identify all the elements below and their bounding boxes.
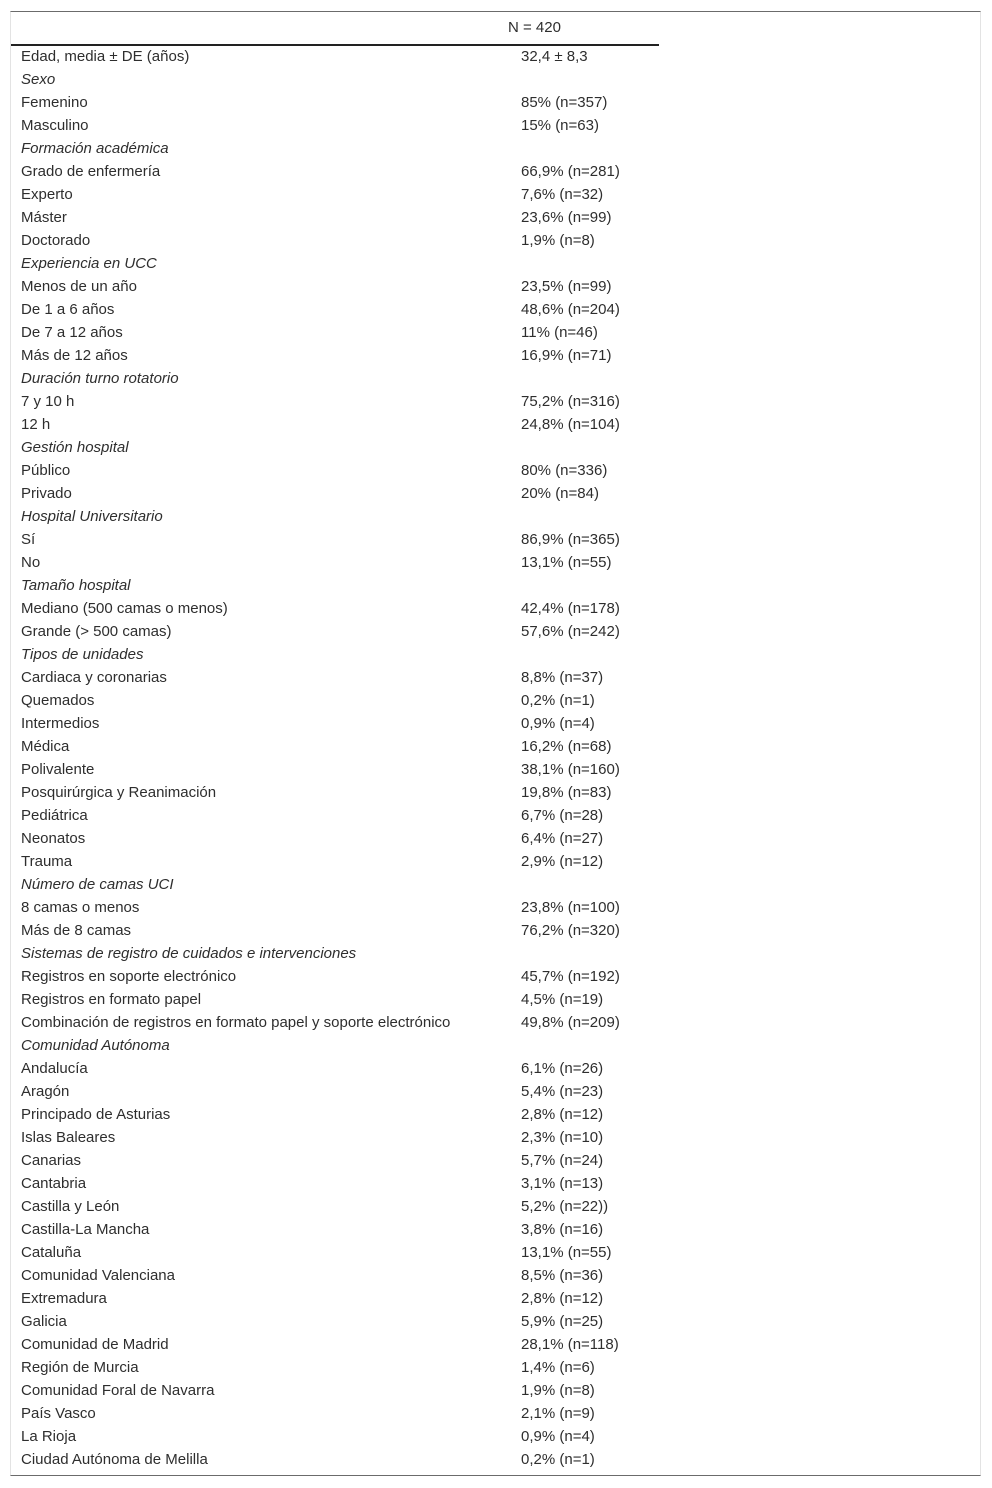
table-row — [11, 1241, 982, 1264]
table-row — [11, 1218, 982, 1241]
row-label: Edad, media ± DE (años) — [21, 48, 190, 65]
row-label: Andalucía — [21, 1060, 88, 1077]
row-value: 2,9% (n=12) — [521, 853, 604, 870]
row-value: 13,1% (n=55) — [521, 1244, 612, 1261]
table-row — [11, 735, 982, 758]
row-label: Región de Murcia — [21, 1359, 139, 1376]
row-label: País Vasco — [21, 1405, 96, 1422]
row-value: 5,9% (n=25) — [521, 1313, 604, 1330]
section-label: Sexo — [21, 71, 56, 88]
data-table — [10, 11, 981, 1476]
table-row — [11, 183, 982, 206]
row-value: 8,5% (n=36) — [521, 1267, 604, 1284]
row-value: 0,2% (n=1) — [521, 1451, 595, 1468]
row-value: 6,7% (n=28) — [521, 807, 604, 824]
row-label: Doctorado — [21, 232, 91, 249]
table-row — [11, 1057, 982, 1080]
section-header-row — [11, 252, 982, 275]
table-row — [11, 551, 982, 574]
row-label: Castilla y León — [21, 1198, 120, 1215]
row-value: 75,2% (n=316) — [521, 393, 620, 410]
row-value: 0,2% (n=1) — [521, 692, 595, 709]
row-label: Combinación de registros en formato papel y soporte electrónico — [21, 1014, 451, 1031]
row-value: 16,2% (n=68) — [521, 738, 612, 755]
row-label: Grado de enfermería — [21, 163, 161, 180]
table-row — [11, 1080, 982, 1103]
row-value: 32,4 ± 8,3 — [521, 48, 588, 65]
row-label: Quemados — [21, 692, 95, 709]
section-header-row — [11, 68, 982, 91]
row-label: Comunidad Foral de Navarra — [21, 1382, 215, 1399]
row-label: Masculino — [21, 117, 89, 134]
row-label: Cardiaca y coronarias — [21, 669, 167, 686]
row-value: 5,7% (n=24) — [521, 1152, 604, 1169]
row-label: Intermedios — [21, 715, 100, 732]
row-value: 0,9% (n=4) — [521, 1428, 595, 1445]
table-row — [11, 1195, 982, 1218]
row-value: 23,8% (n=100) — [521, 899, 620, 916]
table-row — [11, 160, 982, 183]
row-value: 42,4% (n=178) — [521, 600, 620, 617]
row-value: 57,6% (n=242) — [521, 623, 620, 640]
table-header — [11, 12, 659, 46]
table-row — [11, 597, 982, 620]
row-value: 0,9% (n=4) — [521, 715, 595, 732]
table-row — [11, 1149, 982, 1172]
table-row — [11, 666, 982, 689]
table-row — [11, 1264, 982, 1287]
row-value: 76,2% (n=320) — [521, 922, 620, 939]
table-row — [11, 896, 982, 919]
row-label: Femenino — [21, 94, 88, 111]
row-label: Público — [21, 462, 71, 479]
row-label: Grande (> 500 camas) — [21, 623, 172, 640]
row-value: 66,9% (n=281) — [521, 163, 620, 180]
section-label: Sistemas de registro de cuidados e intervenciones — [21, 945, 357, 962]
table-row — [11, 275, 982, 298]
row-label: Menos de un año — [21, 278, 137, 295]
row-label: 8 camas o menos — [21, 899, 140, 916]
row-label: Galicia — [21, 1313, 67, 1330]
row-value: 3,8% (n=16) — [521, 1221, 604, 1238]
section-header-row — [11, 505, 982, 528]
row-label: Cantabria — [21, 1175, 87, 1192]
row-value: 49,8% (n=209) — [521, 1014, 620, 1031]
row-value: 5,4% (n=23) — [521, 1083, 604, 1100]
row-label: Pediátrica — [21, 807, 88, 824]
table-row — [11, 1356, 982, 1379]
table-row — [11, 689, 982, 712]
row-value: 48,6% (n=204) — [521, 301, 620, 318]
row-value: 86,9% (n=365) — [521, 531, 620, 548]
table-row — [11, 229, 982, 252]
row-label: Castilla-La Mancha — [21, 1221, 150, 1238]
table-row — [11, 1287, 982, 1310]
table-row — [11, 758, 982, 781]
row-value: 8,8% (n=37) — [521, 669, 604, 686]
row-value: 38,1% (n=160) — [521, 761, 620, 778]
row-value: 2,8% (n=12) — [521, 1106, 604, 1123]
section-label: Experiencia en UCC — [21, 255, 157, 272]
row-label: La Rioja — [21, 1428, 77, 1445]
table-row — [11, 459, 982, 482]
row-label: Canarias — [21, 1152, 82, 1169]
row-label: Registros en soporte electrónico — [21, 968, 237, 985]
row-label: Más de 12 años — [21, 347, 128, 364]
row-label: Trauma — [21, 853, 73, 870]
section-header-row — [11, 367, 982, 390]
row-label: Mediano (500 camas o menos) — [21, 600, 228, 617]
section-header-row — [11, 574, 982, 597]
row-label: Islas Baleares — [21, 1129, 116, 1146]
table-row — [11, 1011, 982, 1034]
row-label: Ciudad Autónoma de Melilla — [21, 1451, 208, 1468]
row-label: De 1 a 6 años — [21, 301, 115, 318]
row-value: 23,6% (n=99) — [521, 209, 612, 226]
row-label: Comunidad de Madrid — [21, 1336, 169, 1353]
row-label: Privado — [21, 485, 72, 502]
row-label: Médica — [21, 738, 70, 755]
row-value: 20% (n=84) — [521, 485, 599, 502]
table-row — [11, 712, 982, 735]
row-value: 2,8% (n=12) — [521, 1290, 604, 1307]
row-value: 23,5% (n=99) — [521, 278, 612, 295]
table-row — [11, 390, 982, 413]
table-row — [11, 298, 982, 321]
row-value: 19,8% (n=83) — [521, 784, 612, 801]
row-label: Principado de Asturias — [21, 1106, 171, 1123]
row-value: 1,4% (n=6) — [521, 1359, 595, 1376]
row-value: 11% (n=46) — [521, 324, 598, 341]
row-value: 2,1% (n=9) — [521, 1405, 595, 1422]
table-row — [11, 528, 982, 551]
row-value: 5,2% (n=22)) — [521, 1198, 609, 1215]
row-label: Cataluña — [21, 1244, 82, 1261]
table-row — [11, 1379, 982, 1402]
section-header-row — [11, 942, 982, 965]
table-row — [11, 988, 982, 1011]
row-label: No — [21, 554, 41, 571]
row-value: 16,9% (n=71) — [521, 347, 612, 364]
row-label: De 7 a 12 años — [21, 324, 123, 341]
row-label: Posquirúrgica y Reanimación — [21, 784, 217, 801]
table-row — [11, 413, 982, 436]
row-label: Extremadura — [21, 1290, 107, 1307]
row-value: 1,9% (n=8) — [521, 232, 595, 249]
section-label: Duración turno rotatorio — [21, 370, 179, 387]
section-header-row — [11, 436, 982, 459]
table-row — [11, 1425, 982, 1448]
table-row — [11, 344, 982, 367]
table-row — [11, 45, 982, 68]
row-value: 13,1% (n=55) — [521, 554, 612, 571]
row-value: 85% (n=357) — [521, 94, 608, 111]
table-row — [11, 321, 982, 344]
row-value: 15% (n=63) — [521, 117, 599, 134]
section-label: Hospital Universitario — [21, 508, 163, 525]
row-label: Máster — [21, 209, 67, 226]
row-label: Experto — [21, 186, 73, 203]
row-value: 6,4% (n=27) — [521, 830, 604, 847]
section-header-row — [11, 873, 982, 896]
table-row — [11, 206, 982, 229]
row-value: 3,1% (n=13) — [521, 1175, 604, 1192]
row-value: 28,1% (n=118) — [521, 1336, 619, 1353]
row-label: Polivalente — [21, 761, 95, 778]
row-label: Más de 8 camas — [21, 922, 132, 939]
section-label: Gestión hospital — [21, 439, 129, 456]
section-label: Formación académica — [21, 140, 169, 157]
row-label: Neonatos — [21, 830, 86, 847]
table-row — [11, 781, 982, 804]
table-row — [11, 850, 982, 873]
column-header-n: N = 420 — [508, 19, 561, 36]
table-row — [11, 114, 982, 137]
table-row — [11, 1310, 982, 1333]
table-row — [11, 1103, 982, 1126]
table-row — [11, 1172, 982, 1195]
table-row — [11, 1333, 982, 1356]
row-label: Comunidad Valenciana — [21, 1267, 175, 1284]
table-row — [11, 1126, 982, 1149]
table-row — [11, 804, 982, 827]
table-row — [11, 620, 982, 643]
table-row — [11, 482, 982, 505]
row-value: 2,3% (n=10) — [521, 1129, 604, 1146]
row-value: 24,8% (n=104) — [521, 416, 620, 433]
row-label: 12 h — [21, 416, 51, 433]
table-row — [11, 919, 982, 942]
row-label: Sí — [21, 531, 36, 548]
table-body — [11, 45, 982, 1471]
row-value: 7,6% (n=32) — [521, 186, 604, 203]
table-row — [11, 827, 982, 850]
table-row — [11, 1402, 982, 1425]
table-row — [11, 965, 982, 988]
row-value: 6,1% (n=26) — [521, 1060, 604, 1077]
section-header-row — [11, 1034, 982, 1057]
row-value: 4,5% (n=19) — [521, 991, 604, 1008]
section-label: Tamaño hospital — [21, 577, 131, 594]
row-label: Registros en formato papel — [21, 991, 202, 1008]
row-value: 45,7% (n=192) — [521, 968, 620, 985]
row-value: 80% (n=336) — [521, 462, 608, 479]
row-value: 1,9% (n=8) — [521, 1382, 595, 1399]
section-label: Número de camas UCI — [21, 876, 174, 893]
table-row — [11, 1448, 982, 1471]
section-header-row — [11, 137, 982, 160]
row-label: 7 y 10 h — [21, 393, 75, 410]
row-label: Aragón — [21, 1083, 70, 1100]
section-header-row — [11, 643, 982, 666]
section-label: Tipos de unidades — [21, 646, 144, 663]
section-label: Comunidad Autónoma — [21, 1037, 170, 1054]
table-row — [11, 91, 982, 114]
